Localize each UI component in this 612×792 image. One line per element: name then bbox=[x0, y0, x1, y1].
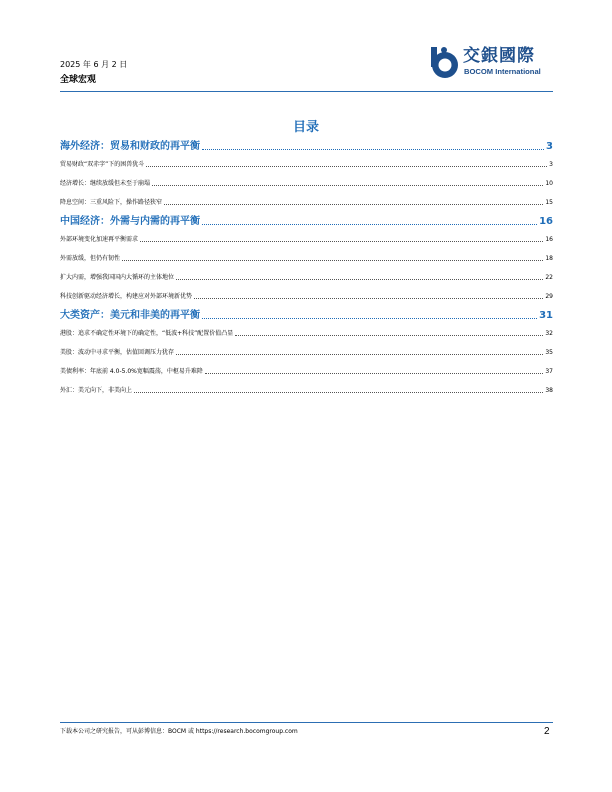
toc-entry-title: 贸易财政“双赤字”下的困兽犹斗 bbox=[60, 161, 145, 168]
toc-entry-title: 扩大内需，增强我国国内大循环的主体地位 bbox=[60, 274, 175, 281]
toc-title: 目录 bbox=[292, 120, 319, 135]
header-divider bbox=[60, 91, 553, 92]
dot-leader bbox=[202, 318, 537, 319]
toc-entry-title: 美债利率：年底前 4.0-5.0%宽幅震荡，中枢易升难降 bbox=[60, 368, 203, 375]
toc-section-title: 海外经济：贸易和财政的再平衡 bbox=[60, 141, 200, 152]
toc-page-number: 16 bbox=[545, 236, 553, 243]
toc-page-number: 29 bbox=[545, 293, 553, 300]
toc-section-title: 大类资产：美元和非美的再平衡 bbox=[60, 310, 200, 321]
toc-entry[interactable] bbox=[60, 161, 553, 169]
toc-entry[interactable] bbox=[60, 349, 553, 357]
dot-leader bbox=[205, 373, 544, 374]
toc-page-number: 15 bbox=[545, 199, 553, 206]
toc-page-number: 10 bbox=[545, 180, 553, 187]
dot-leader bbox=[164, 204, 543, 205]
dot-leader bbox=[140, 241, 543, 242]
toc-page-number: 35 bbox=[545, 349, 553, 356]
report-section: 全球宏观 bbox=[60, 75, 97, 85]
toc-page-number: 22 bbox=[545, 274, 553, 281]
toc-section-title: 中国经济：外需与内需的再平衡 bbox=[60, 216, 200, 227]
bocom-logo bbox=[428, 45, 558, 79]
toc-entry[interactable] bbox=[60, 199, 553, 207]
dot-leader bbox=[146, 166, 547, 167]
toc-page-number: 3 bbox=[546, 141, 553, 152]
toc-entry[interactable] bbox=[60, 330, 553, 338]
toc-page-number: 38 bbox=[545, 387, 553, 394]
toc-entry[interactable] bbox=[60, 274, 553, 282]
toc-entry[interactable] bbox=[60, 293, 553, 301]
toc-section-china[interactable] bbox=[60, 216, 553, 228]
dot-leader bbox=[176, 279, 543, 280]
footer-note: 下载本公司之研究报告，可从彭博信息：BOCM 或 https://research.bocomgroup.com bbox=[60, 728, 298, 735]
dot-leader bbox=[194, 298, 543, 299]
toc-entry[interactable] bbox=[60, 387, 553, 395]
toc-entry-title: 外汇：美元向下，非美向上 bbox=[60, 387, 133, 394]
toc-page-number: 18 bbox=[545, 255, 553, 262]
toc-page-number: 3 bbox=[549, 161, 553, 168]
toc-entry[interactable] bbox=[60, 236, 553, 244]
table-of-contents bbox=[60, 141, 553, 395]
toc-section-overseas[interactable] bbox=[60, 141, 553, 153]
report-date: 2025 年 6 月 2 日 bbox=[60, 60, 128, 69]
toc-entry[interactable] bbox=[60, 368, 553, 376]
toc-entry-title: 科技创新驱动经济增长，构建应对外部环境新优势 bbox=[60, 293, 193, 300]
toc-entry[interactable] bbox=[60, 180, 553, 188]
toc-entry-title: 美股：波动中寻求平衡，估值回调压力犹存 bbox=[60, 349, 175, 356]
toc-page-number: 37 bbox=[545, 368, 553, 375]
toc-page-number: 31 bbox=[539, 310, 553, 321]
logo-name-en: BOCOM International bbox=[464, 67, 541, 76]
dot-leader bbox=[176, 354, 543, 355]
footer-divider bbox=[60, 722, 553, 723]
toc-entry[interactable] bbox=[60, 255, 553, 263]
dot-leader bbox=[235, 335, 543, 336]
dot-leader bbox=[202, 149, 544, 150]
toc-entry-title: 经济增长：继续放缓但未至于崩塌 bbox=[60, 180, 151, 187]
toc-page-number: 16 bbox=[539, 216, 553, 227]
toc-entry-title: 外需放缓，但仍有韧性 bbox=[60, 255, 121, 262]
page-number: 2 bbox=[544, 726, 550, 737]
toc-entry-title: 外部环境变化加速再平衡需求 bbox=[60, 236, 139, 243]
toc-page-number: 32 bbox=[545, 330, 553, 337]
logo-name-cn: 交銀國際 bbox=[463, 46, 535, 66]
dot-leader bbox=[202, 224, 537, 225]
bocom-logo-icon bbox=[428, 45, 460, 79]
toc-entry-title: 港股：追求不确定性环境下的确定性，“低波+科技”配置价值凸显 bbox=[60, 330, 234, 337]
toc-entry-title: 降息空间：三重风险下，操作路径狭窄 bbox=[60, 199, 163, 206]
dot-leader bbox=[122, 260, 543, 261]
toc-section-assets[interactable] bbox=[60, 310, 553, 322]
dot-leader bbox=[152, 185, 543, 186]
dot-leader bbox=[134, 392, 543, 393]
